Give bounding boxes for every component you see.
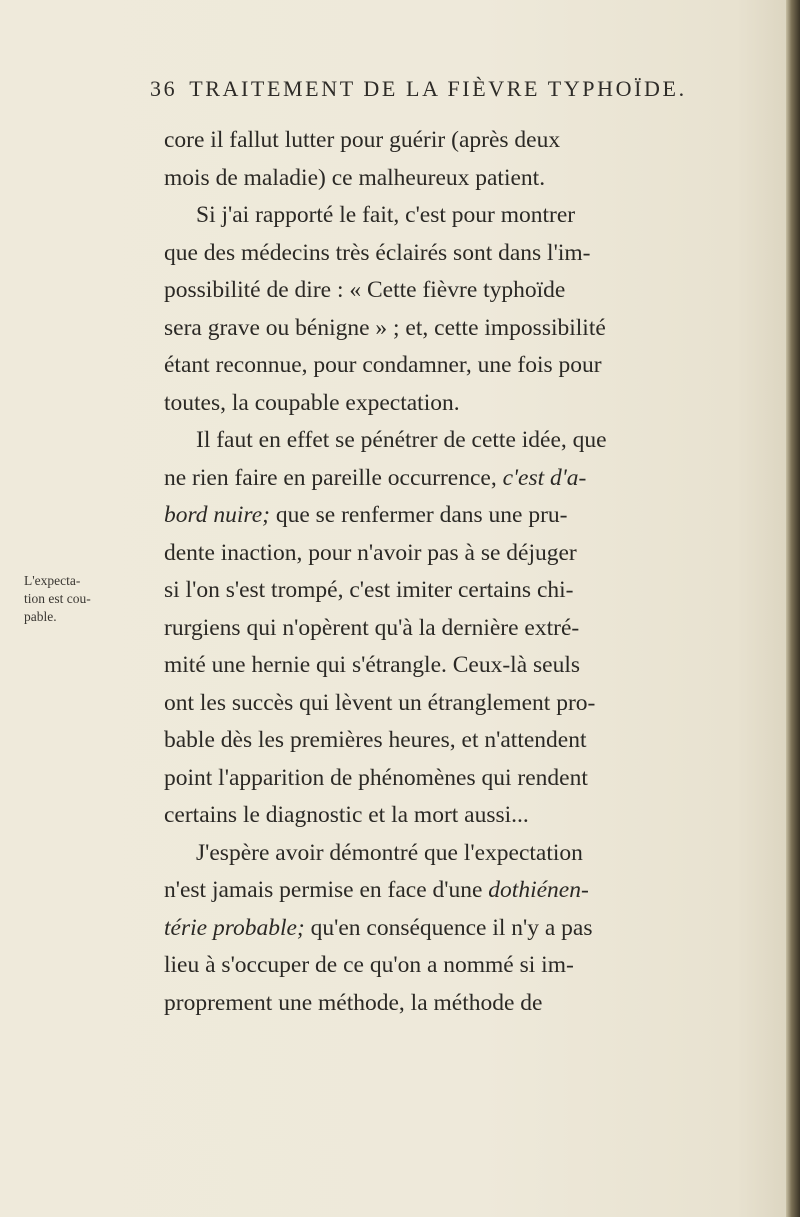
italic-phrase: c'est d'a-: [502, 464, 587, 491]
running-title: TRAITEMENT DE LA FIÈVRE TYPHOÏDE.: [189, 76, 687, 101]
text-line: J'espère avoir démontré que l'expectation: [196, 839, 583, 866]
text-line: étant reconnue, pour condamner, une fois pour: [164, 352, 602, 378]
text-line: certains le diagnostic et la mort aussi...: [164, 802, 529, 828]
text-line: proprement une méthode, la méthode de: [164, 989, 543, 1016]
text-line: core il fallut lutter pour guérir (après deux: [164, 127, 561, 153]
text-line: bord nuire; que se renfermer dans une pru-: [164, 502, 568, 528]
running-head: [150, 76, 710, 102]
margin-note: [24, 572, 124, 626]
text-line: toutes, la coupable expectation.: [164, 389, 460, 416]
page-edge-shadow: [786, 0, 800, 1217]
text-line: bable dès les premières heures, et n'attendent: [164, 727, 587, 753]
text-line: Il faut en effet se pénétrer de cette idée, que: [196, 427, 607, 453]
page-number: 36: [150, 76, 178, 101]
text-line: rurgiens qui n'opèrent qu'à la dernière extré-: [164, 614, 580, 641]
text-line: térie probable; qu'en conséquence il n'y a pas: [164, 914, 593, 941]
text-line: dente inaction, pour n'avoir pas à se déjuger: [164, 539, 577, 566]
text-line: ont les succès qui lèvent un étranglement pro-: [164, 689, 596, 716]
text-line: mité une hernie qui s'étrangle. Ceux-là seuls: [164, 652, 581, 678]
text-line: Si j'ai rapporté le fait, c'est pour montrer: [196, 202, 576, 228]
margin-note-line: pable.: [24, 609, 57, 624]
text-line: si l'on s'est trompé, c'est imiter certains chi-: [164, 577, 574, 603]
text-line: point l'apparition de phénomènes qui rendent: [164, 764, 588, 791]
text-line: ne rien faire en pareille occurrence, c'est d'a-: [164, 464, 587, 491]
body-text: [164, 122, 724, 1022]
italic-phrase: térie probable;: [164, 914, 305, 941]
text-line: que des médecins très éclairés sont dans l'im-: [164, 239, 591, 266]
margin-note-line: L'expecta-: [24, 573, 81, 588]
text-line: mois de maladie) ce malheureux patient.: [164, 164, 546, 191]
text-line: lieu à s'occuper de ce qu'on a nommé si im-: [164, 952, 574, 978]
text-line: n'est jamais permise en face d'une dothiénen-: [164, 877, 589, 903]
margin-note-line: tion est cou-: [24, 591, 91, 606]
text-line: possibilité de dire : « Cette fièvre typhoïde: [164, 277, 566, 303]
text-line: sera grave ou bénigne » ; et, cette impossibilité: [164, 314, 606, 341]
italic-phrase: bord nuire;: [164, 502, 270, 528]
italic-phrase: dothiénen-: [488, 877, 589, 903]
